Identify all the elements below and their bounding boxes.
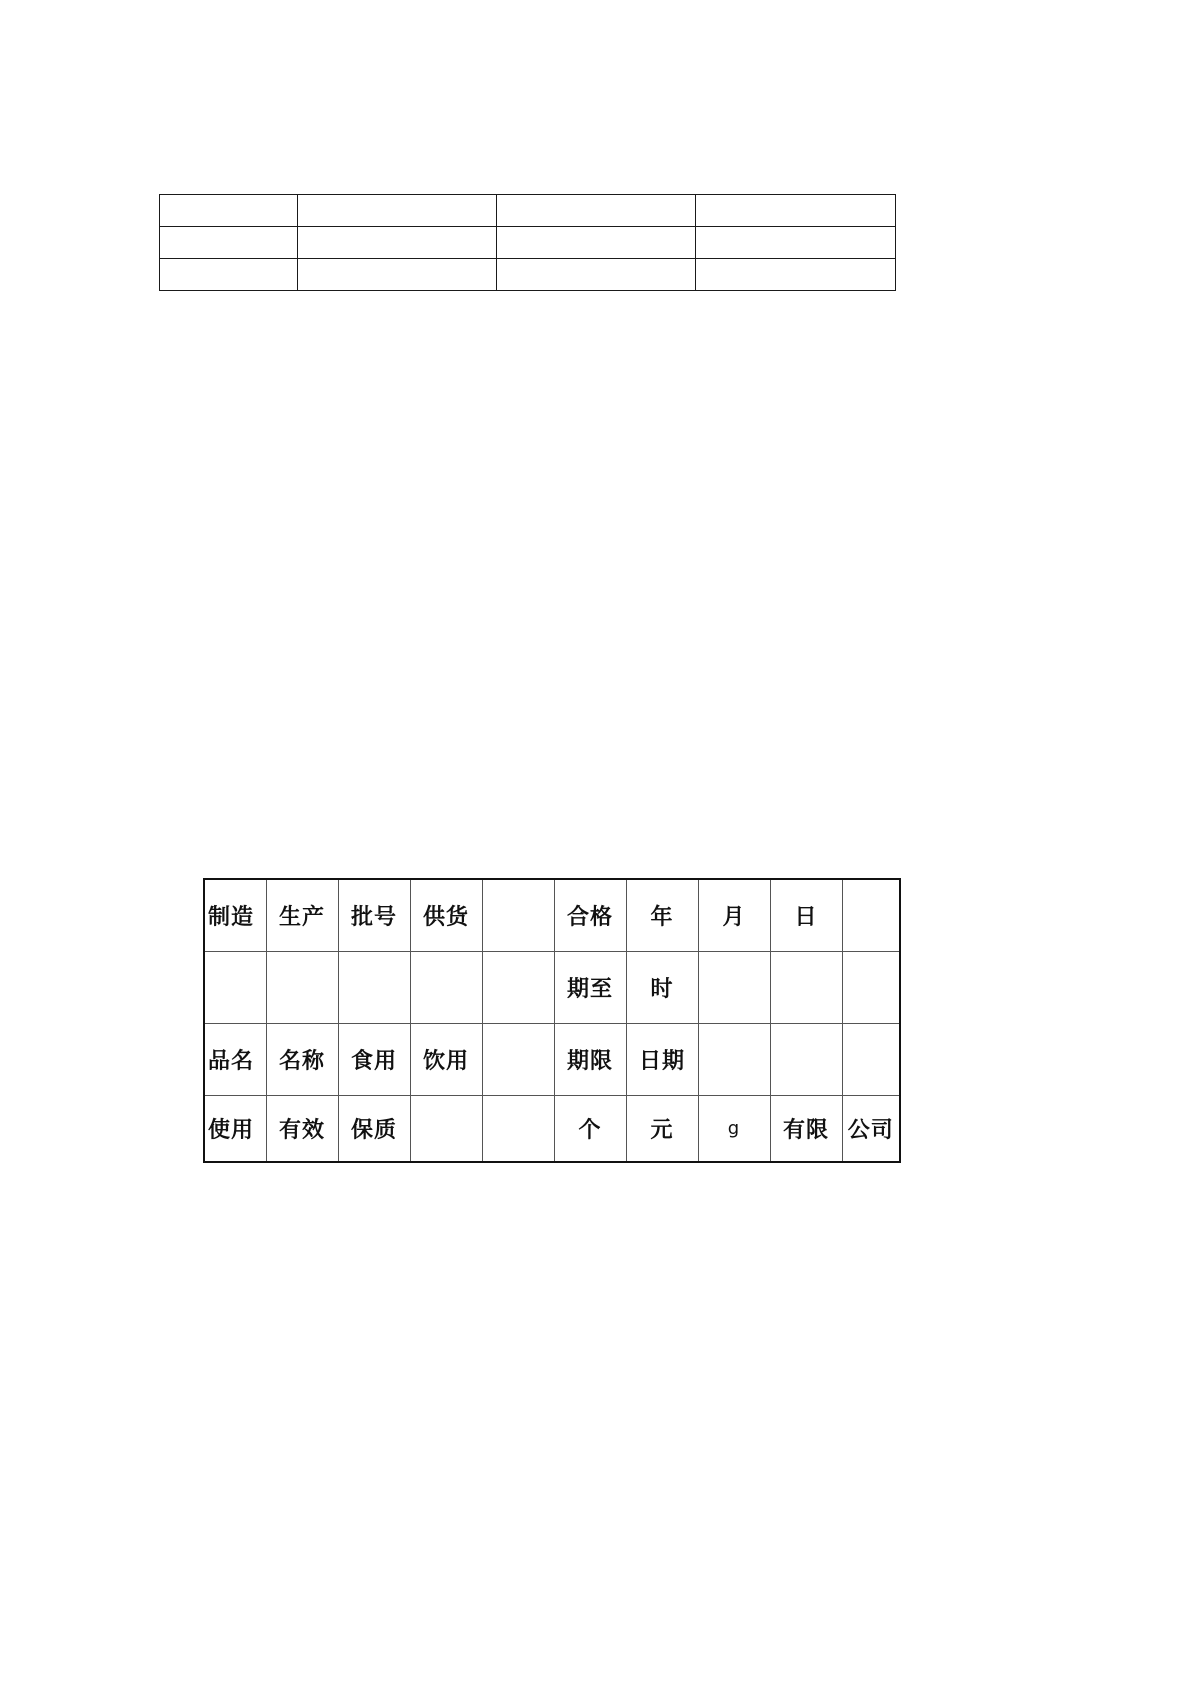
word-cell <box>482 1024 554 1096</box>
word-cell <box>698 1024 770 1096</box>
table-row <box>160 259 896 291</box>
word-cell <box>410 1096 482 1163</box>
word-cell: 批号 <box>338 879 410 952</box>
word-cell <box>338 952 410 1024</box>
word-cell: 时 <box>626 952 698 1024</box>
table-cell <box>298 259 497 291</box>
word-cell <box>204 952 266 1024</box>
word-cell: 有限 <box>770 1096 842 1163</box>
word-cell <box>482 952 554 1024</box>
vocabulary-table <box>203 878 901 1163</box>
table-row <box>160 195 896 227</box>
word-cell: 个 <box>554 1096 626 1163</box>
word-cell: 日期 <box>626 1024 698 1096</box>
word-cell <box>770 952 842 1024</box>
table-row <box>204 1024 900 1096</box>
word-cell: 公司 <box>842 1096 900 1163</box>
word-cell: 制造 <box>204 879 266 952</box>
word-cell <box>842 952 900 1024</box>
table-cell <box>696 195 896 227</box>
word-cell: g <box>698 1096 770 1163</box>
word-cell <box>698 952 770 1024</box>
table-cell <box>160 227 298 259</box>
word-cell: 有效 <box>266 1096 338 1163</box>
word-cell <box>410 952 482 1024</box>
word-cell: 名称 <box>266 1024 338 1096</box>
table-cell <box>298 227 497 259</box>
word-cell: 元 <box>626 1096 698 1163</box>
table-row <box>204 952 900 1024</box>
table-cell <box>696 259 896 291</box>
table-cell <box>696 227 896 259</box>
word-cell <box>842 879 900 952</box>
table-row <box>160 227 896 259</box>
word-cell: 饮用 <box>410 1024 482 1096</box>
word-cell: 使用 <box>204 1096 266 1163</box>
table-cell <box>298 195 497 227</box>
table-row <box>204 879 900 952</box>
table-cell <box>160 195 298 227</box>
word-cell: 食用 <box>338 1024 410 1096</box>
word-cell: 保质 <box>338 1096 410 1163</box>
word-cell: 期限 <box>554 1024 626 1096</box>
table-cell <box>160 259 298 291</box>
word-cell: 日 <box>770 879 842 952</box>
table-cell <box>497 195 696 227</box>
word-cell <box>482 1096 554 1163</box>
table-cell <box>497 227 696 259</box>
word-cell: 月 <box>698 879 770 952</box>
word-cell: 生产 <box>266 879 338 952</box>
word-cell: 年 <box>626 879 698 952</box>
word-cell: 品名 <box>204 1024 266 1096</box>
word-cell: 供货 <box>410 879 482 952</box>
word-cell <box>266 952 338 1024</box>
table-row <box>204 1096 900 1163</box>
table-cell <box>497 259 696 291</box>
word-cell: 期至 <box>554 952 626 1024</box>
word-cell <box>482 879 554 952</box>
word-cell <box>842 1024 900 1096</box>
word-cell: 合格 <box>554 879 626 952</box>
word-cell <box>770 1024 842 1096</box>
empty-grid-table <box>159 194 896 291</box>
